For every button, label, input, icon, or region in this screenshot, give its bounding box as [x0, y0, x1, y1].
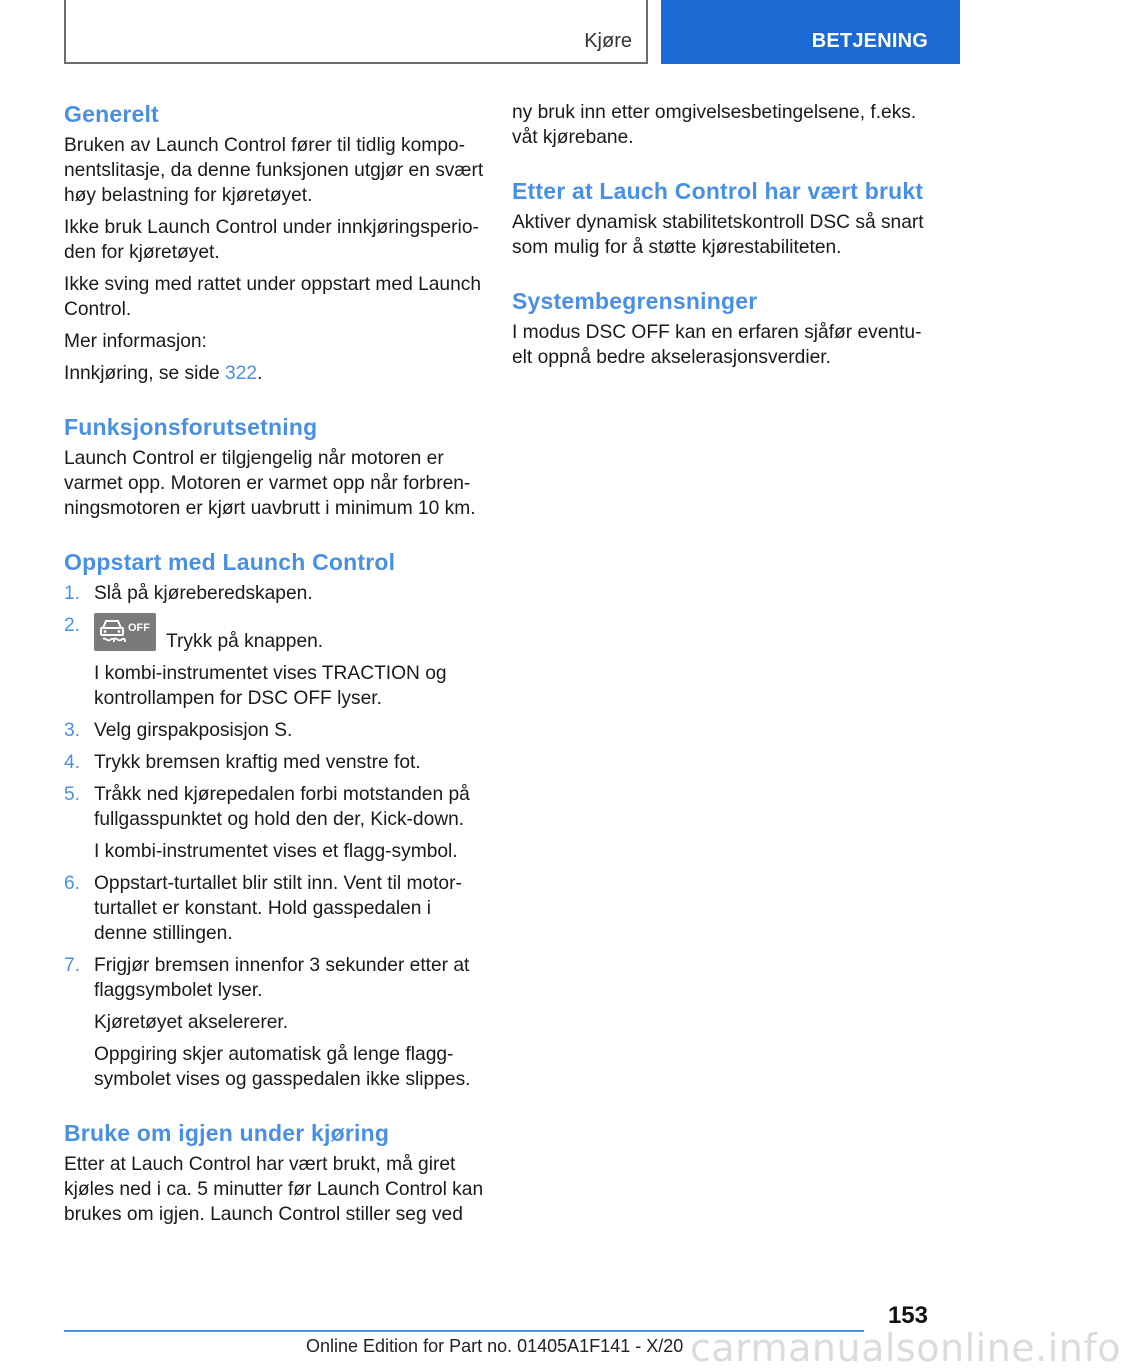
list-item	[64, 782, 484, 832]
right-column	[512, 100, 928, 377]
list-item	[64, 750, 484, 775]
heading-generelt: Generelt	[64, 101, 159, 127]
list-item	[64, 581, 484, 606]
header-section: BETJENING	[811, 30, 928, 52]
heading-systembegrensninger: Systembegrensninger	[512, 288, 758, 314]
paragraph: Etter at Lauch Control har vært brukt, må giret kjøles ned i ca. 5 minutter før Launch Control kan brukes om igjen. Launch Control stiller seg ved	[64, 1154, 484, 1225]
step-number: 5.	[64, 784, 81, 805]
step-text: Frigjør bremsen innenfor 3 sekunder etter at flaggsymbolet lyser.	[94, 955, 470, 1001]
list-item-sub	[64, 1010, 484, 1035]
section-spacer	[512, 267, 928, 287]
paragraph: Launch Control er tilgjengelig når motoren er varmet opp. Motoren er varmet opp når forbren-ningsmotoren er kjørt uavbrutt i minimum 10 km.	[64, 448, 476, 519]
step-subtext: I kombi-instrumentet vises TRACTION og kontrollampen for DSC OFF lyser.	[94, 663, 447, 709]
section-spacer	[512, 157, 928, 177]
list-item	[64, 953, 484, 1003]
section-spacer	[64, 528, 484, 548]
section-spacer	[64, 393, 484, 413]
list-item-sub	[64, 661, 484, 711]
paragraph: I modus DSC OFF kan en erfaren sjåfør eventu-elt oppnå bedre akselerasjonsverdier.	[512, 322, 922, 368]
heading-bruke-om-igjen: Bruke om igjen under kjøring	[64, 1120, 390, 1146]
footer-edition: Online Edition for Part no. 01405A1F141 - X/20	[306, 1336, 684, 1356]
dsc-off-label: OFF	[128, 622, 150, 634]
heading-oppstart: Oppstart med Launch Control	[64, 549, 396, 575]
step-text: Oppstart-turtallet blir stilt inn. Vent til motor-turtallet er konstant. Hold gasspedalen i denne stillingen.	[94, 873, 462, 944]
paragraph: Ikke sving med rattet under oppstart med Launch Control.	[64, 274, 482, 320]
watermark: carmanualsonline.info	[690, 1326, 1121, 1370]
list-item-sub	[64, 1042, 484, 1092]
step-text: Slå på kjøreberedskapen.	[94, 583, 313, 604]
header-chapter-box	[64, 0, 648, 64]
list-item	[64, 871, 484, 946]
dsc-off-icon	[94, 613, 156, 651]
step-number: 6.	[64, 873, 81, 894]
step-number: 7.	[64, 955, 81, 976]
step-number: 4.	[64, 752, 81, 773]
header-chapter: Kjøre	[584, 30, 632, 52]
paragraph-continued: ny bruk inn etter omgivelsesbetingelsene, f.eks. våt kjørebane.	[512, 102, 917, 148]
step-text: Tråkk ned kjørepedalen forbi motstanden på fullgasspunktet og hold den der, Kick-down.	[94, 784, 470, 830]
paragraph: Aktiver dynamisk stabilitetskontroll DSC så snart som mulig for å støtte kjørestabiliteten.	[512, 212, 924, 258]
list-item	[64, 718, 484, 743]
step-subtext: Oppgiring skjer automatisk gå lenge flagg-symbolet vises og gasspedalen ikke slippes.	[94, 1044, 471, 1090]
page-number: 153	[887, 1302, 928, 1329]
heading-funksjonsforutsetning: Funksjonsforutsetning	[64, 414, 318, 440]
step-text: Velg girspakposisjon S.	[94, 720, 293, 741]
page-link[interactable]: 322	[225, 363, 258, 384]
header-section-tab	[661, 0, 960, 64]
step-text: Trykk på knappen.	[166, 631, 324, 652]
list-item-sub	[64, 839, 484, 864]
steps-list	[64, 581, 484, 1092]
step-text: Trykk bremsen kraftig med venstre fot.	[94, 752, 421, 773]
reference-text: Innkjøring, se side	[64, 363, 226, 384]
paragraph: Bruken av Launch Control fører til tidlig kompo-nentslitasje, da denne funksjonen utgjør en svært høy belastning for kjøretøyet.	[64, 135, 484, 206]
heading-etter-launch-control: Etter at Lauch Control har vært brukt	[512, 178, 924, 204]
step-subtext: Kjøretøyet akselererer.	[94, 1012, 289, 1033]
step-number: 3.	[64, 720, 81, 741]
paragraph: Ikke bruk Launch Control under innkjøringsperio-den for kjøretøyet.	[64, 217, 479, 263]
step-number: 1.	[64, 583, 81, 604]
left-column	[64, 100, 484, 1234]
list-item	[64, 613, 484, 654]
reference-period: .	[257, 363, 263, 384]
step-subtext: I kombi-instrumentet vises et flagg-symbol.	[94, 841, 458, 862]
paragraph: Mer informasjon:	[64, 331, 207, 352]
section-spacer	[64, 1099, 484, 1119]
paragraph-reference	[64, 361, 484, 386]
step-number: 2.	[64, 615, 81, 636]
